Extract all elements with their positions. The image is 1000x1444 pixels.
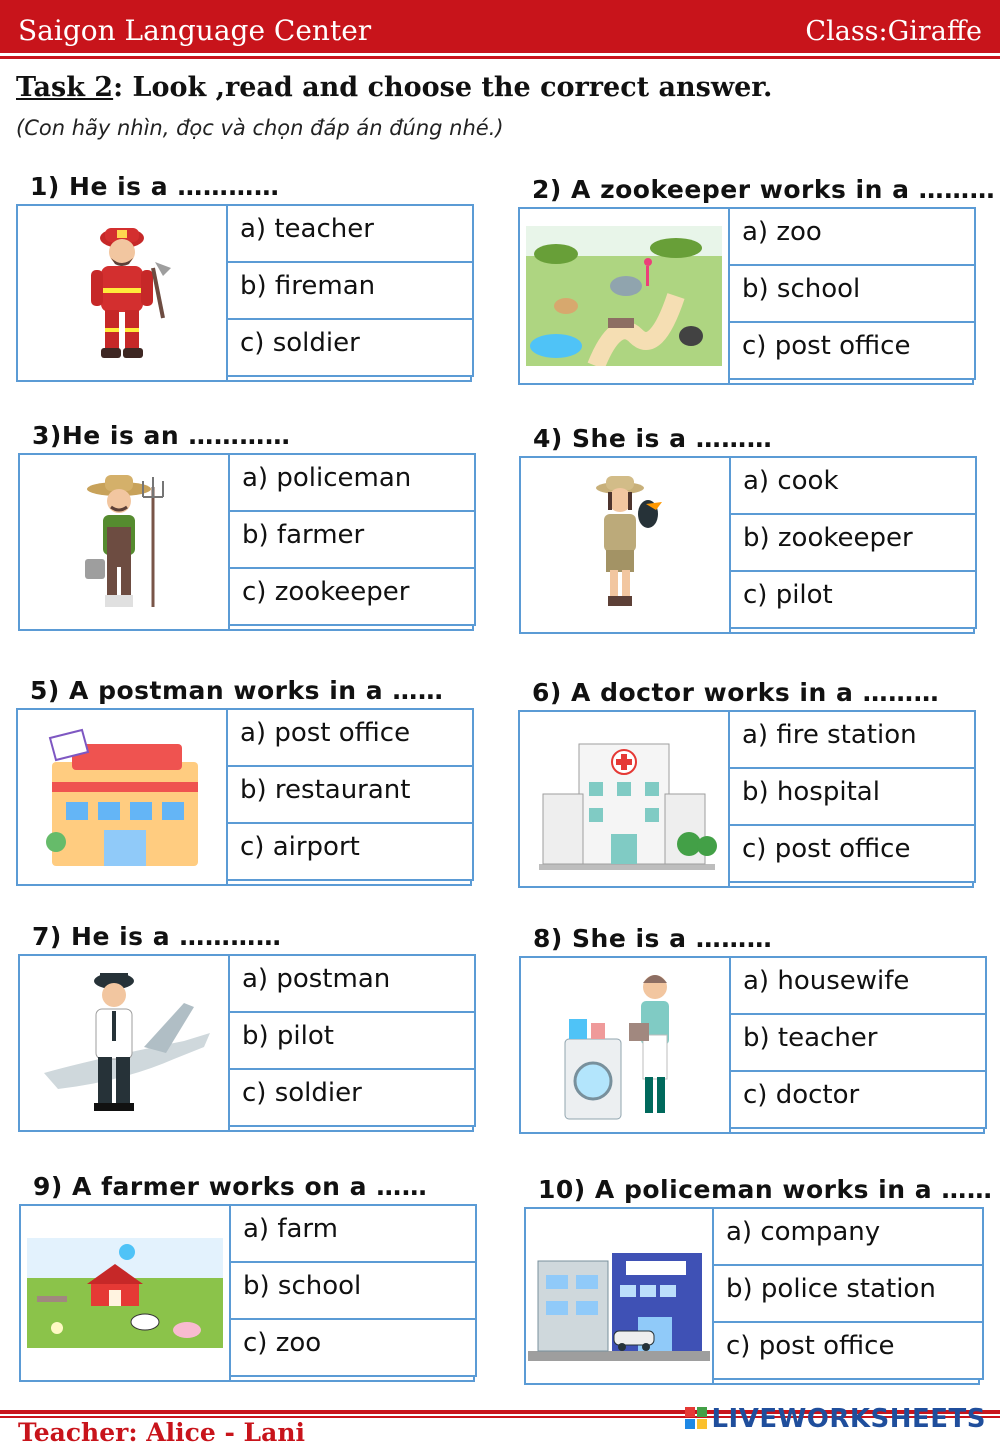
zookeeper-girl-image <box>521 458 731 632</box>
question-box <box>16 204 472 382</box>
question-5 <box>16 676 478 896</box>
question-box <box>518 710 974 888</box>
zoo-image <box>520 209 730 383</box>
option-c[interactable]: c) soldier <box>230 1068 476 1127</box>
police-station-image <box>526 1209 714 1383</box>
option-c[interactable]: c) post office <box>730 824 976 883</box>
question-title: 2) A zookeeper works in a ……… <box>532 175 996 204</box>
option-b[interactable]: b) zookeeper <box>731 513 977 572</box>
options-list <box>230 954 476 1127</box>
question-6 <box>518 678 980 898</box>
options-list <box>231 1204 477 1377</box>
options-list <box>714 1207 984 1380</box>
option-b[interactable]: b) farmer <box>230 510 476 569</box>
hospital-image <box>520 712 730 886</box>
question-box <box>19 1204 475 1382</box>
option-a[interactable]: a) fire station <box>730 710 976 769</box>
option-b[interactable]: b) restaurant <box>228 765 474 824</box>
liveworksheets-mark-icon <box>685 1407 707 1429</box>
farm-image <box>21 1206 231 1380</box>
options-list <box>731 456 977 629</box>
question-title: 4) She is a ……… <box>533 424 773 453</box>
options-list <box>228 708 474 881</box>
question-9 <box>19 1172 481 1392</box>
option-a[interactable]: a) zoo <box>730 207 976 266</box>
question-4 <box>519 424 981 644</box>
option-b[interactable]: b) hospital <box>730 767 976 826</box>
housewife-image <box>521 958 731 1132</box>
option-b[interactable]: b) pilot <box>230 1011 476 1070</box>
option-c[interactable]: c) soldier <box>228 318 474 377</box>
option-a[interactable]: a) housewife <box>731 956 987 1015</box>
task-title <box>16 72 772 103</box>
options-list <box>731 956 987 1129</box>
question-box <box>18 453 474 631</box>
question-10 <box>524 1175 994 1395</box>
question-title: 8) She is a ……… <box>533 924 773 953</box>
liveworksheets-logo <box>685 1404 986 1434</box>
question-title: 7) He is a ………… <box>32 922 282 951</box>
option-a[interactable]: a) farm <box>231 1204 477 1263</box>
option-a[interactable]: a) company <box>714 1207 984 1266</box>
option-c[interactable]: c) pilot <box>731 570 977 629</box>
post-office-image <box>18 710 228 884</box>
option-c[interactable]: c) zoo <box>231 1318 477 1377</box>
question-title: 1) He is a ………… <box>30 172 280 201</box>
question-box <box>18 954 474 1132</box>
option-a[interactable]: a) cook <box>731 456 977 515</box>
option-b[interactable]: b) school <box>730 264 976 323</box>
teacher-credit: Teacher: Alice - Lani <box>18 1418 305 1444</box>
options-list <box>230 453 476 626</box>
question-title: 10) A policeman works in a …… <box>538 1175 993 1204</box>
options-list <box>730 207 976 380</box>
question-title: 3)He is an ………… <box>32 421 291 450</box>
option-c[interactable]: c) doctor <box>731 1070 987 1129</box>
class-label: Class:Giraffe <box>805 16 982 47</box>
options-list <box>228 204 474 377</box>
task-label: Task 2 <box>16 72 114 103</box>
option-a[interactable]: a) postman <box>230 954 476 1013</box>
task-instruction: : Look ,read and choose the correct answer. <box>113 72 773 103</box>
option-a[interactable]: a) policeman <box>230 453 476 512</box>
option-b[interactable]: b) teacher <box>731 1013 987 1072</box>
question-3 <box>18 421 480 641</box>
option-b[interactable]: b) fireman <box>228 261 474 320</box>
brand-name: LIVEWORKSHEETS <box>711 1404 986 1434</box>
option-c[interactable]: c) post office <box>714 1321 984 1380</box>
question-box <box>524 1207 980 1385</box>
options-list <box>730 710 976 883</box>
option-b[interactable]: b) police station <box>714 1264 984 1323</box>
task-translation: (Con hãy nhìn, đọc và chọn đáp án đúng nhé.) <box>16 116 504 140</box>
question-7 <box>18 922 480 1142</box>
question-box <box>518 207 974 385</box>
question-box <box>16 708 472 886</box>
question-title: 9) A farmer works on a …… <box>33 1172 428 1201</box>
question-box <box>519 456 975 634</box>
pilot-image <box>20 956 230 1130</box>
header-bar <box>0 0 1000 56</box>
option-c[interactable]: c) post office <box>730 321 976 380</box>
farmer-image <box>20 455 230 629</box>
question-2 <box>518 175 996 395</box>
question-box <box>519 956 985 1134</box>
option-b[interactable]: b) school <box>231 1261 477 1320</box>
option-a[interactable]: a) teacher <box>228 204 474 263</box>
question-title: 6) A doctor works in a ……… <box>532 678 940 707</box>
center-name: Saigon Language Center <box>18 14 372 47</box>
question-8 <box>519 924 981 1144</box>
question-1 <box>16 172 478 392</box>
option-c[interactable]: c) zookeeper <box>230 567 476 626</box>
option-a[interactable]: a) post office <box>228 708 474 767</box>
option-c[interactable]: c) airport <box>228 822 474 881</box>
question-title: 5) A postman works in a …… <box>30 676 444 705</box>
firefighter-image <box>18 206 228 380</box>
